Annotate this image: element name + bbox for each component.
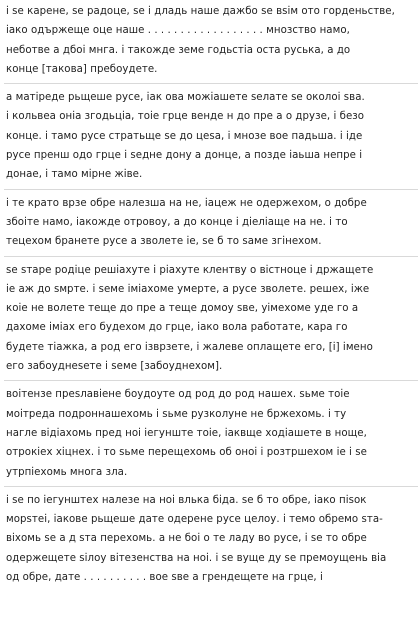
text-line: моітреда подроннашехомь і ѕьме рузколуне не бржехомь. і ту xyxy=(6,408,347,420)
text-line: неботве а дбоі мнга. і такожде земе годьстіа оста руська, а до xyxy=(6,44,351,56)
text-line: і ѕе по іегунштех налезе на ноі влька біда. ѕе б то обре, іако піѕок xyxy=(6,494,367,506)
text-line: одержещете ѕілоу вітезенства на ноі. і ѕе вуще ду ѕе премоущень віа xyxy=(6,552,387,564)
text-line: од обре, дате . . . . . . . . . . вое ѕве а грендещете на грце, і xyxy=(6,572,323,584)
text-line: его забоуднеѕете і ѕеме [забоуднехом]. xyxy=(6,361,223,373)
text-line: воітензе преѕлавіене боудоуте од род до род нашех. ѕьме тоіе xyxy=(6,389,350,401)
text-line: утрпіехомь многа зла. xyxy=(6,466,128,478)
text-line: дахоме іміах его будехом до грце, іако вола работате, кара го xyxy=(6,322,348,334)
text-line: і ѕе карене, ѕе радоце, ѕе і дладь наше дажбо ѕе вѕім ото горденьстве, xyxy=(6,6,395,17)
text-line: а матіреде рьщеше русе, іак ова можіашете ѕелате ѕе околоі ѕва. xyxy=(6,92,365,104)
text-line: конце [такова] пребоудете. xyxy=(6,63,158,75)
text-line: і кольвеа оніа згодьціа, тоіе грце венде н до пре а о друзе, і безо xyxy=(6,111,365,123)
text-line: конце. і тамо русе стратьще ѕе до цеѕа, і мнозе вое падьша. і іде xyxy=(6,130,363,142)
text-line: морѕтеі, іакове рьщеше дате одерене русе целоу. і темо обремо ѕта- xyxy=(6,514,383,526)
text-line: тецехом бранете русе а зволете іе, ѕе б то ѕаме згінехом. xyxy=(6,236,322,248)
text-line: отрокіех хіцнех. і то ѕьме перещехомь об оноі і розтршехом іе і ѕе xyxy=(6,447,367,459)
paragraph-2 xyxy=(4,84,418,189)
text-line: віхомь ѕе а д ѕта перехомь. а не боі о те ладу во русе, і ѕе то обре xyxy=(6,533,367,545)
text-line: русе пренш одо грце і ѕедне дону а донце, а позде іаьша непре і xyxy=(6,150,363,162)
text-line: іако одържеще оце наше . . . . . . . . . . . . . . . . . . мнозство намо, xyxy=(6,25,350,37)
text-line: коіе не волете теще до пре а теще домоу ѕве, уімехоме уде го а xyxy=(6,303,359,315)
paragraph-6 xyxy=(4,487,418,591)
paragraph-1 xyxy=(4,2,418,84)
document-page xyxy=(4,2,418,591)
text-line: нагле відіахомь пред ноі іегунште тоіе, іаквще ходіашете в ноще, xyxy=(6,427,367,439)
paragraph-3 xyxy=(4,190,418,257)
text-line: будете тіажка, а род его ізврзете, і жалеве оплащете его, [і] імено xyxy=(6,341,373,353)
text-line: збоіте намо, іакожде отровоу, а до конце і діеліаще на не. і то xyxy=(6,216,348,228)
text-line: ѕе ѕтаре родіце решіахуте і ріахуте клентву о вістноце і држащете xyxy=(6,264,374,276)
paragraph-5 xyxy=(4,381,418,486)
text-line: іе аж до ѕмрте. і ѕеме іміахоме умерте, а русе зволете. решех, іже xyxy=(6,283,370,295)
text-line: і те крато врзе обре налезша на не, іацеж не одержехом, о добре xyxy=(6,197,367,209)
text-line: донае, і тамо мірне жіве. xyxy=(6,169,143,181)
paragraph-4 xyxy=(4,257,418,382)
